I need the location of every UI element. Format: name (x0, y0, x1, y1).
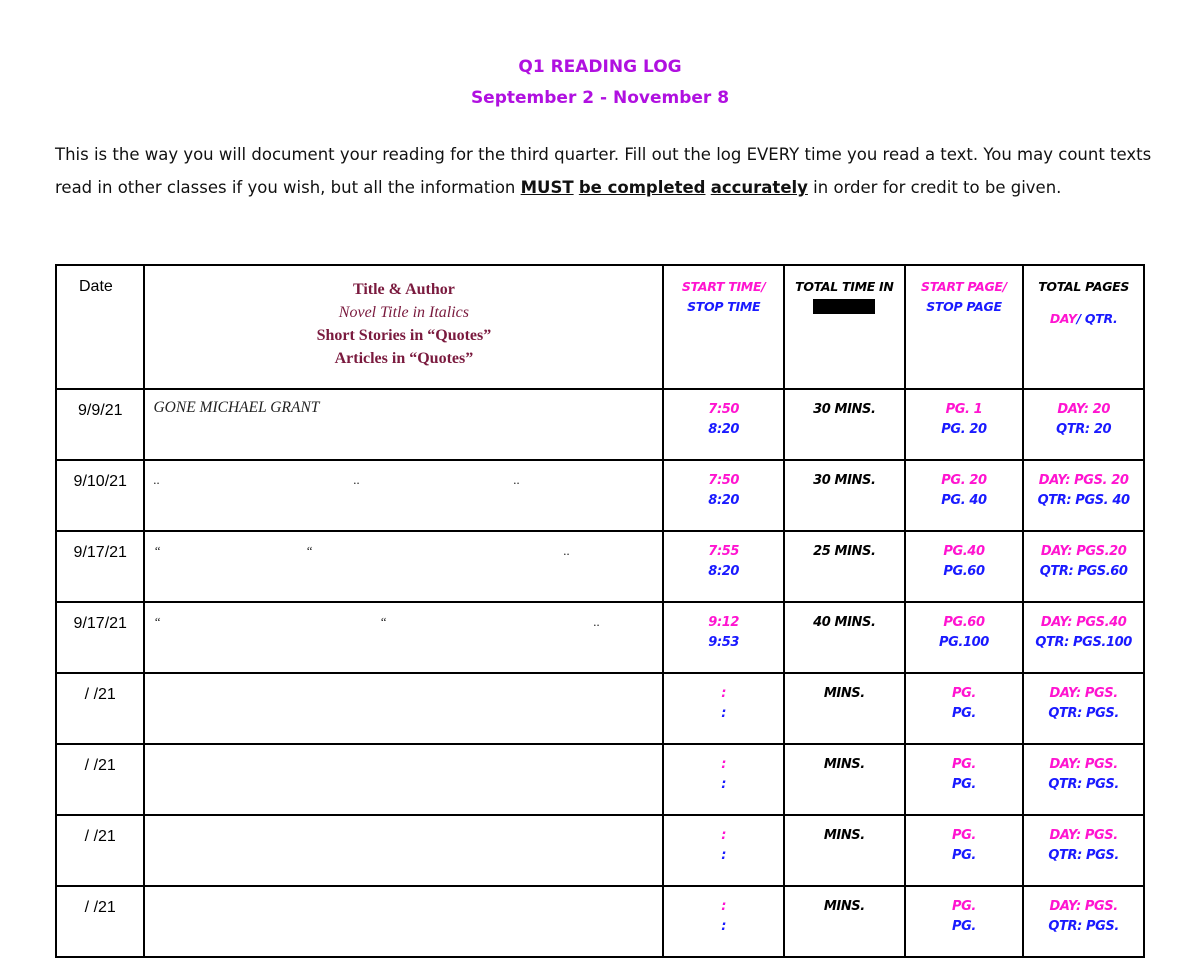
header-total-line1: TOTAL TIME IN (795, 279, 894, 294)
row-total-time[interactable]: 30 MINS. (784, 389, 905, 460)
header-date: Date (56, 265, 144, 389)
instructions-accurately: accurately (710, 178, 808, 197)
ditto-mark: .. (593, 614, 600, 629)
row-pages[interactable] (905, 602, 1024, 673)
row-day-pages: DAY: PGS.40 (1040, 615, 1127, 630)
table-row (56, 389, 1144, 460)
row-total-time[interactable]: 40 MINS. (784, 602, 905, 673)
row-title[interactable] (144, 389, 663, 460)
row-title[interactable] (144, 886, 663, 957)
row-start-page: PG.60 (943, 615, 985, 630)
row-stop-page: PG.100 (939, 635, 989, 650)
table-row (56, 602, 1144, 673)
row-day-pages: DAY: PGS. 20 (1038, 473, 1129, 488)
row-qtr-pages: QTR: PGS. (1048, 777, 1119, 792)
row-title[interactable] (144, 531, 663, 602)
row-day-pages: DAY: PGS. (1049, 686, 1118, 701)
row-total-time[interactable]: MINS. (784, 815, 905, 886)
header-total-time (784, 265, 905, 389)
row-total-pages[interactable] (1023, 886, 1144, 957)
row-pages[interactable] (905, 886, 1024, 957)
header-total-pages (1023, 265, 1144, 389)
row-qtr-pages: QTR: PGS. (1048, 706, 1119, 721)
row-pages[interactable] (905, 389, 1024, 460)
row-qtr-pages: QTR: 20 (1056, 422, 1112, 437)
row-time[interactable] (663, 531, 784, 602)
row-stop-time: : (721, 848, 727, 863)
header-start-stop-time (663, 265, 784, 389)
row-date[interactable]: / /21 (56, 673, 144, 744)
row-time[interactable] (663, 815, 784, 886)
row-pages[interactable] (905, 460, 1024, 531)
header-start-stop-page (905, 265, 1024, 389)
table-header-row (56, 265, 1144, 389)
row-start-time: : (721, 828, 727, 843)
row-qtr-pages: QTR: PGS. (1048, 919, 1119, 934)
row-start-time: 9:12 (708, 615, 740, 630)
row-start-time: 7:50 (708, 473, 740, 488)
table-row (56, 744, 1144, 815)
row-date[interactable]: / /21 (56, 886, 144, 957)
ditto-mark: .. (513, 472, 520, 487)
table-row (56, 460, 1144, 531)
row-stop-page: PG. (952, 848, 976, 863)
row-title[interactable] (144, 602, 663, 673)
header-pages-qtr: / QTR. (1076, 311, 1118, 326)
row-time[interactable] (663, 460, 784, 531)
header-page-line1: START PAGE/ (921, 279, 1007, 294)
row-time[interactable] (663, 886, 784, 957)
instructions-be-completed: be completed (578, 178, 706, 197)
header-title-line4: Articles in “Quotes” (334, 350, 474, 367)
row-time[interactable] (663, 744, 784, 815)
row-day-pages: DAY: PGS.20 (1040, 544, 1127, 559)
row-start-page: PG. 1 (945, 402, 983, 417)
header-title-author (144, 265, 663, 389)
row-start-page: PG. 20 (941, 473, 987, 488)
row-qtr-pages: QTR: PGS.100 (1035, 635, 1132, 650)
row-title[interactable] (144, 673, 663, 744)
row-start-time: 7:55 (708, 544, 740, 559)
row-start-page: PG. (952, 686, 976, 701)
row-start-page: PG. (952, 899, 976, 914)
row-stop-time: 8:20 (708, 493, 740, 508)
row-date[interactable]: 9/17/21 (56, 602, 144, 673)
row-qtr-pages: QTR: PGS. (1048, 848, 1119, 863)
row-total-time[interactable]: MINS. (784, 744, 905, 815)
ditto-mark: “ (153, 543, 161, 558)
row-total-pages[interactable] (1023, 815, 1144, 886)
row-total-pages[interactable] (1023, 673, 1144, 744)
table-row (56, 531, 1144, 602)
instructions-paragraph (55, 138, 1155, 204)
header-total-line2: MINUTES (813, 299, 876, 314)
instructions-text-1: This is the way you will document your reading for the third quarter. Fill out the log EVERY time you read a text. You may count texts read in other classes if you wish, but all the information (55, 145, 1152, 197)
row-start-time: : (721, 899, 727, 914)
row-total-time[interactable]: 30 MINS. (784, 460, 905, 531)
ditto-mark: “ (379, 614, 387, 629)
row-total-time[interactable]: 25 MINS. (784, 531, 905, 602)
row-stop-page: PG. (952, 919, 976, 934)
row-start-time: : (721, 686, 727, 701)
row-total-time[interactable]: MINS. (784, 886, 905, 957)
header-time-line2: STOP TIME (687, 299, 761, 314)
header-title-line1: Title & Author (352, 281, 455, 298)
instructions-must: MUST (520, 178, 574, 197)
row-stop-time: : (721, 919, 727, 934)
ditto-mark: .. (563, 543, 570, 558)
log-title: Q1 READING LOG (518, 57, 682, 77)
table-row (56, 815, 1144, 886)
header-page-line2: STOP PAGE (926, 299, 1002, 314)
row-qtr-pages: QTR: PGS.60 (1039, 564, 1128, 579)
row-stop-time: 8:20 (708, 422, 740, 437)
row-stop-page: PG.60 (943, 564, 985, 579)
row-pages[interactable] (905, 744, 1024, 815)
row-total-pages[interactable] (1023, 531, 1144, 602)
ditto-mark: .. (153, 472, 160, 487)
ditto-mark: .. (353, 472, 360, 487)
row-day-pages: DAY: PGS. (1049, 899, 1118, 914)
log-date-range: September 2 - November 8 (470, 88, 730, 108)
row-qtr-pages: QTR: PGS. 40 (1037, 493, 1130, 508)
row-date[interactable]: 9/10/21 (56, 460, 144, 531)
row-total-pages[interactable] (1023, 389, 1144, 460)
instructions-text-2: in order for credit to be given. (807, 178, 1062, 197)
row-stop-time: 8:20 (708, 564, 740, 579)
header-title-line2: Novel Title in Italics (338, 304, 470, 321)
row-date[interactable]: 9/17/21 (56, 531, 144, 602)
row-start-time: 7:50 (708, 402, 740, 417)
row-total-pages[interactable] (1023, 602, 1144, 673)
header-pages-line1: TOTAL PAGES (1038, 279, 1130, 294)
header-pages-day: DAY (1049, 311, 1077, 326)
row-start-page: PG.40 (943, 544, 985, 559)
table-row (56, 886, 1144, 957)
row-stop-page: PG. (952, 706, 976, 721)
row-total-pages[interactable] (1023, 460, 1144, 531)
row-title[interactable] (144, 815, 663, 886)
row-start-page: PG. (952, 757, 976, 772)
table-row (56, 673, 1144, 744)
header-title-line3: Short Stories in “Quotes” (316, 327, 492, 344)
row-time[interactable] (663, 673, 784, 744)
row-stop-page: PG. 20 (941, 422, 987, 437)
row-day-pages: DAY: PGS. (1049, 757, 1118, 772)
row-pages[interactable] (905, 673, 1024, 744)
ditto-mark: “ (305, 543, 313, 558)
row-time[interactable] (663, 389, 784, 460)
row-title[interactable] (144, 460, 663, 531)
row-start-time: : (721, 757, 727, 772)
row-day-pages: DAY: 20 (1057, 402, 1110, 417)
row-stop-page: PG. 40 (941, 493, 987, 508)
row-stop-time: : (721, 706, 727, 721)
row-date[interactable]: 9/9/21 (56, 389, 144, 460)
row-date[interactable]: / /21 (56, 815, 144, 886)
row-stop-page: PG. (952, 777, 976, 792)
row-time[interactable] (663, 602, 784, 673)
ditto-mark: “ (153, 614, 161, 629)
row-start-page: PG. (952, 828, 976, 843)
row-total-time[interactable]: MINS. (784, 673, 905, 744)
header-time-line1: START TIME/ (681, 279, 766, 294)
row-stop-time: 9:53 (708, 635, 740, 650)
row-day-pages: DAY: PGS. (1049, 828, 1118, 843)
row-pages[interactable] (905, 531, 1024, 602)
row-date[interactable]: / /21 (56, 744, 144, 815)
row-total-pages[interactable] (1023, 744, 1144, 815)
row-stop-time: : (721, 777, 727, 792)
row-pages[interactable] (905, 815, 1024, 886)
reading-log-table (55, 264, 1145, 958)
row-title-text: GONE MICHAEL GRANT (153, 399, 320, 416)
row-title[interactable] (144, 744, 663, 815)
